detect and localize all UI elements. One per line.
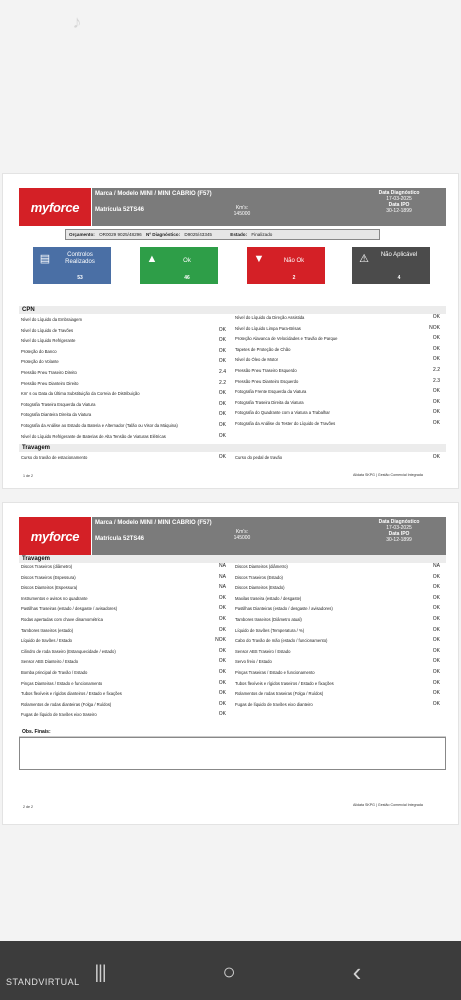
report-header: [19, 517, 446, 555]
list-item: Rodas apertadas com chave dinamométrica OK: [21, 615, 226, 622]
km-value: 145000: [233, 535, 251, 541]
vehicle-info-bar: [92, 188, 446, 226]
orc-label: Orçamento:: [69, 232, 95, 237]
list-item: Fotografia do Quadrante com a Viatura a Trabalhar OK: [235, 409, 440, 416]
list-item: Discos Dianteiros (Espessura) NA: [21, 584, 226, 591]
card-not-ok: [247, 247, 325, 284]
warning-icon: ⚠: [359, 253, 369, 265]
diag-no-label: Nº Diagnóstico:: [146, 232, 181, 237]
list-item: Proteção do Volante OK: [21, 358, 226, 365]
tiktok-icon: ♪: [72, 12, 82, 32]
list-item: Nível do Líquido Limpa Para-Brisas NOK: [235, 324, 440, 331]
card-not-applicable: [352, 247, 430, 284]
report-page-1: [2, 173, 459, 489]
android-nav-bar: [0, 941, 461, 1000]
card-value: 53: [77, 275, 83, 281]
list-item: Sensor ABS Dianteiro / Estado OK: [21, 658, 226, 665]
list-item: Fotografia Traseira Esquerda da Viatura OK: [21, 400, 226, 407]
footer-text: Alidata SKPG | Gestão Comercial Integrada: [353, 473, 423, 477]
list-item: Fotografia da Análise do Tester do Líquido de Travões OK: [235, 419, 440, 426]
list-item: Discos Dianteiros (diâmetro) NA: [235, 563, 440, 569]
clipboard-icon: ▤: [39, 253, 51, 265]
vehicle-model: Marca / Modelo MINI / MINI CABRIO (F57): [95, 520, 212, 526]
card-value: 46: [184, 275, 190, 281]
card-label: Controlos Realizados: [65, 252, 95, 265]
dates-block: [354, 519, 444, 543]
list-item: Maxilas traseira (estado / desgaste) OK: [235, 594, 440, 601]
list-item: Rolamentos de rodas traseiras (Folga / Ruídos) OK: [235, 690, 440, 697]
list-item: Proteção Alavanca de Velocidades e Travão de Parque OK: [235, 335, 440, 342]
vehicle-model: Marca / Modelo MINI / MINI CABRIO (F57): [95, 191, 212, 197]
list-item: Cabo do Travão de mão (estado / funcionamento) OK: [235, 637, 440, 644]
list-item: Fotografia da Análise ao Estado da Bateria e Alternador (Talão ou Visor da Máquina) OK: [21, 421, 226, 428]
trav-left-list: [21, 563, 226, 722]
myforce-logo: myforce: [19, 188, 91, 226]
card-label: Ok: [183, 258, 191, 264]
vehicle-plate: Matrícula 52TS46: [95, 207, 145, 213]
list-item: Nível do Líquido de Travões OK: [21, 326, 226, 333]
list-item: Pressão Pneu Dianteiro Esquerdo 2.3: [235, 377, 440, 384]
section-travagem: Travagem: [19, 555, 446, 563]
list-item: Nível do Líquido da Direção Assistida OK: [235, 314, 440, 320]
footer-text: Alidata SKPG | Gestão Comercial Integrada: [353, 803, 423, 807]
trav-left-list: [21, 454, 226, 465]
list-item: Pinças Traseiras / Estado e funcionamento OK: [235, 668, 440, 675]
cpn-left-list: [21, 316, 226, 443]
budget-bar: [65, 229, 380, 240]
ipo-date-label: Data IPO: [388, 202, 410, 208]
list-item: Bomba principal de Travão / Estado OK: [21, 668, 226, 675]
list-item: Pastilhas Traseiras (estado / desgaste / avisadores) OK: [21, 605, 226, 612]
list-item: Líquido de travões / Estado NOK: [21, 637, 226, 644]
list-item: Pressão Pneu Dianteiro Direito 2.2: [21, 379, 226, 386]
report-header: [19, 188, 446, 226]
page-number: 1 de 2: [23, 474, 33, 478]
state-label: Estado:: [230, 232, 248, 237]
list-item: Nível do Líquido Refrigerante de Baterias de Alta Tensão de Viaturas Elétricas OK: [21, 432, 226, 439]
report-page-2: [2, 502, 459, 825]
page-number: 2 de 2: [23, 805, 33, 809]
list-item: Tapetes de Proteção de Chão OK: [235, 345, 440, 352]
section-cpn: CPN: [19, 306, 446, 314]
list-item: Discos Dianteiros (Estado) OK: [235, 584, 440, 591]
list-item: Km' s ou Data da Última Substituição da Correia de Distribuição OK: [21, 390, 226, 397]
list-item: Discos Traseiros (diâmetro) NA: [21, 563, 226, 569]
diag-date: 17-03-2025: [386, 196, 412, 202]
diag-date: 17-03-2025: [386, 525, 412, 531]
card-controls: [33, 247, 111, 284]
card-ok: [140, 247, 218, 284]
km-label: Km's:: [235, 205, 249, 211]
section-travagem: Travagem: [19, 444, 446, 452]
list-item: Líquido de travões (Temperatura / %) OK: [235, 626, 440, 633]
obs-title: Obs. Finais:: [19, 728, 446, 737]
thumbs-up-icon: ▲: [146, 253, 158, 265]
list-item: Nível do Líquido da Embraiagem: [21, 317, 82, 322]
recent-apps-icon[interactable]: |||: [94, 962, 106, 982]
list-item: Instrumentos e avisos no quadrante OK: [21, 594, 226, 601]
list-item: Rolamentos de rodas dianteiras (Folga / Ruídos) OK: [21, 700, 226, 707]
card-value: 2: [292, 275, 296, 281]
standvirtual-watermark: STANDVIRTUAL: [6, 977, 80, 987]
list-item: Fugas de líquido de travões eixo traseiro OK: [21, 711, 226, 718]
list-item: Tubos flexíveis e rígidos traseiros / Estado e fixações OK: [235, 679, 440, 686]
vehicle-info-bar: [92, 517, 446, 555]
list-item: Discos Traseiros (Espessura) NA: [21, 573, 226, 580]
list-item: Discos Traseiros (Estado) OK: [235, 573, 440, 580]
list-item: Pinças Dianteiras / Estado e funcionamento OK: [21, 679, 226, 686]
dates-block: [354, 190, 444, 214]
km-value: 145000: [233, 211, 251, 217]
card-value: 4: [397, 275, 401, 281]
ipo-date: 30-12-1899: [386, 208, 412, 214]
diag-no-value: D9025/43345: [184, 232, 212, 237]
km-label: Km's:: [235, 529, 249, 535]
km-block: [222, 205, 262, 217]
back-icon[interactable]: ‹: [352, 957, 362, 987]
card-label: Não Aplicável: [380, 252, 418, 258]
list-item: Pressão Pneu Traseiro Esquerdo 2.2: [235, 366, 440, 373]
trav-right-list: [235, 563, 440, 711]
list-item: Tambores traseiros (Diâmetro atual) OK: [235, 615, 440, 622]
diag-date-label: Data Diagnóstico: [378, 190, 420, 196]
list-item: Cilindro de roda traseiro (Estanquecidade / estado) OK: [21, 647, 226, 654]
list-item: Pressão Pneu Traseiro Direito 2.4: [21, 368, 226, 375]
ipo-date: 30-12-1899: [386, 537, 412, 543]
cpn-right-list: [235, 314, 440, 431]
list-item: Tubos flexíveis e rígidos dianteiros / Estado e fixações OK: [21, 690, 226, 697]
obs-box: [19, 737, 446, 770]
home-icon[interactable]: ○: [222, 959, 236, 984]
list-item: Servo freio / Estado OK: [235, 658, 440, 665]
km-block: [222, 529, 262, 541]
card-label: Não Ok: [283, 258, 305, 264]
trav-right-list: [235, 454, 440, 465]
diag-date-label: Data Diagnóstico: [378, 519, 420, 525]
ipo-date-label: Data IPO: [388, 531, 410, 537]
list-item: Fotografia Dianteira Direita da Viatura OK: [21, 411, 226, 418]
list-item: Curso do travão de estacionamento OK: [21, 454, 226, 460]
state-value: Finalizado: [251, 232, 273, 237]
thumbs-down-icon: ▼: [253, 253, 265, 265]
list-item: Proteção do Banco OK: [21, 347, 226, 354]
list-item: Sensor ABS Traseiro / Estado OK: [235, 647, 440, 654]
list-item: Tambores traseiros (estado) OK: [21, 626, 226, 633]
vehicle-plate: Matrícula 52TS46: [95, 536, 145, 542]
orc-value: OR0029 9025/48296: [99, 232, 142, 237]
list-item: Fugas de líquido de travões eixo dianteiro OK: [235, 700, 440, 707]
list-item: Fotografia Traseira Direita da Viatura OK: [235, 398, 440, 405]
list-item: Nível do Óleo de Motor OK: [235, 356, 440, 363]
list-item: Curso do pedal de travão OK: [235, 454, 440, 460]
list-item: Fotografia Frente Esquerda da Viatura OK: [235, 388, 440, 395]
myforce-logo: myforce: [19, 517, 91, 555]
list-item: Pastilhas Dianteiras (estado / desgaste / avisadores) OK: [235, 605, 440, 612]
list-item: Nível do Líquido Refrigerante OK: [21, 337, 226, 344]
